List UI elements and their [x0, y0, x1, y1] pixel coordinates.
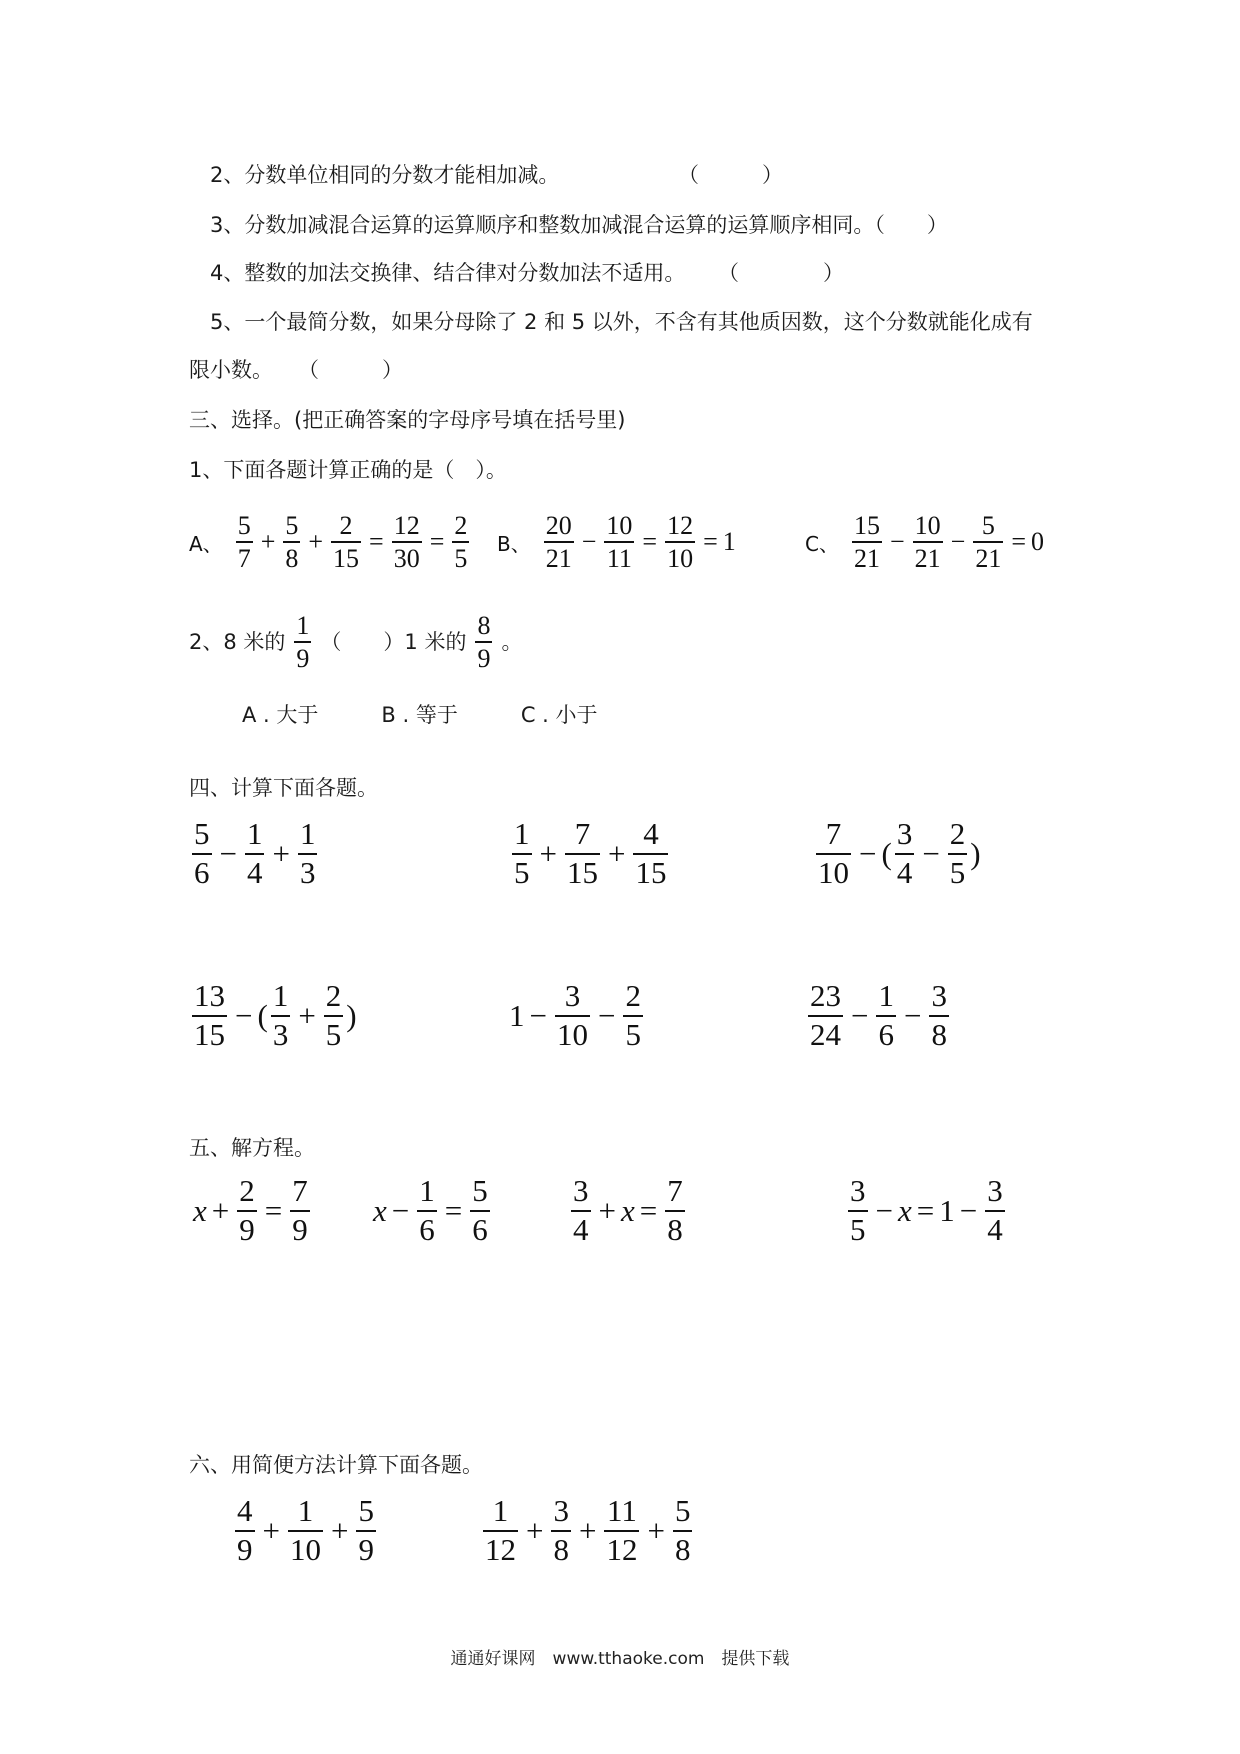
calc-expression-1	[189, 818, 320, 889]
answer-paren-q2[interactable]: （ ）	[678, 163, 783, 187]
numerator: 3	[564, 978, 581, 1013]
variable-x: x	[373, 1192, 387, 1228]
variable-x: x	[193, 1192, 207, 1228]
fraction	[417, 1175, 437, 1246]
operator: −	[235, 998, 253, 1034]
math-text: (	[257, 997, 268, 1033]
fraction	[852, 512, 882, 573]
operator: =	[703, 527, 718, 557]
numerator: 3	[850, 1173, 866, 1208]
operator: −	[581, 527, 597, 557]
numerator: 1	[297, 1493, 314, 1528]
fraction	[808, 980, 843, 1051]
fraction	[665, 1175, 685, 1246]
fraction-bar	[665, 541, 695, 543]
fraction-bar	[294, 641, 311, 643]
answer-paren-q5[interactable]: （ ）	[298, 358, 403, 382]
operator: =	[1011, 527, 1026, 557]
fraction	[816, 818, 851, 889]
calc-expression-3	[813, 818, 981, 889]
choice-q2-options: A . 大于 B . 等于 C . 小于	[242, 703, 598, 727]
fraction	[356, 1495, 376, 1566]
denominator: 5	[325, 1016, 342, 1052]
operator: −	[875, 1193, 893, 1229]
operator: −	[950, 527, 966, 557]
denominator: 8	[285, 544, 299, 574]
numerator: 1	[246, 816, 263, 851]
numerator: 2	[949, 816, 966, 851]
fraction-one-ninth	[291, 612, 314, 673]
fraction	[324, 980, 344, 1051]
option-c-expression	[849, 512, 1044, 573]
choice-q2-suffix: 。	[501, 630, 523, 655]
operator: +	[539, 836, 557, 872]
denominator: 5	[850, 1211, 866, 1247]
fraction	[604, 512, 634, 573]
denominator: 8	[553, 1531, 569, 1567]
calc-expression-2	[509, 818, 671, 889]
variable-x: x	[897, 1192, 912, 1228]
operator: −	[851, 998, 869, 1034]
operator: −	[959, 1193, 978, 1229]
section-simplify-heading: 六、用简便方法计算下面各题。	[189, 1453, 483, 1477]
fraction	[298, 818, 318, 889]
numerator: 1	[878, 978, 894, 1013]
fraction-bar	[913, 541, 943, 543]
operator: −	[889, 527, 905, 557]
fraction	[245, 818, 265, 889]
denominator: 5	[625, 1016, 641, 1052]
fraction-bar	[331, 541, 361, 543]
fraction	[236, 512, 253, 573]
numerator: 1	[492, 1493, 509, 1528]
equation-2	[373, 1175, 493, 1246]
numerator: 5	[237, 511, 251, 540]
fraction	[848, 1175, 868, 1246]
denominator: 9	[292, 1211, 308, 1247]
fraction	[475, 612, 492, 673]
judge-q4: 4、整数的加法交换律、结合律对分数加法不适用。	[210, 261, 686, 285]
option-a-expression	[233, 512, 473, 573]
fraction	[392, 512, 422, 573]
denominator: 3	[299, 854, 316, 890]
judge-q5-line1: 5、一个最简分数，如果分母除了 2 和 5 以外，不含有其他质因数，这个分数就能化成有	[210, 310, 1033, 334]
equation-1	[193, 1175, 313, 1246]
numerator: 13	[194, 978, 225, 1013]
operator: +	[607, 836, 626, 872]
denominator: 10	[289, 1531, 321, 1567]
fraction	[283, 512, 300, 573]
denominator: 3	[272, 1016, 289, 1052]
operator: −	[219, 836, 237, 872]
simplify-expression-1	[232, 1495, 379, 1566]
numerator: 1	[514, 816, 530, 851]
numerator: 7	[667, 1173, 683, 1208]
answer-paren-q4[interactable]: （ ）	[718, 261, 844, 285]
math-text: (	[881, 835, 892, 871]
equation-4	[845, 1175, 1008, 1246]
fraction	[288, 1495, 323, 1566]
denominator: 7	[237, 544, 251, 574]
operator: +	[260, 527, 276, 557]
fraction	[913, 512, 943, 573]
operator: +	[211, 1193, 230, 1229]
numerator: 8	[477, 611, 491, 640]
judge-q2: 2、分数单位相同的分数才能相加减。	[210, 163, 560, 187]
operator: +	[647, 1513, 665, 1549]
math-text: 1	[722, 527, 736, 557]
fraction	[973, 512, 1003, 573]
variable-x: x	[620, 1192, 635, 1228]
operator: +	[262, 1513, 280, 1549]
numerator: 10	[914, 511, 941, 540]
fraction-bar	[604, 541, 634, 543]
operator: =	[429, 527, 445, 557]
denominator: 4	[573, 1211, 589, 1247]
denominator: 6	[878, 1016, 894, 1052]
numerator: 2	[454, 511, 468, 540]
denominator: 9	[477, 644, 491, 674]
operator: =	[916, 1193, 935, 1229]
numerator: 11	[607, 1493, 637, 1528]
choice-q2-middle[interactable]: （ ）1 米的	[320, 630, 467, 655]
operator: −	[391, 1193, 410, 1229]
page-footer: 通通好课网 www.tthaoke.com 提供下载	[450, 1649, 790, 1669]
choice-q1-option-c	[805, 512, 1044, 573]
fraction	[290, 1175, 310, 1246]
operator: =	[369, 527, 384, 557]
numerator: 3	[573, 1173, 589, 1208]
numerator: 5	[285, 511, 299, 540]
numerator: 15	[853, 511, 880, 540]
numerator: 1	[272, 978, 289, 1013]
fraction-eight-ninths	[472, 612, 495, 673]
numerator: 5	[194, 816, 210, 851]
fraction	[331, 512, 361, 573]
denominator: 10	[556, 1016, 588, 1052]
operator: −	[903, 998, 922, 1034]
choice-q2	[189, 612, 522, 673]
denominator: 4	[246, 854, 263, 890]
operator: +	[526, 1513, 544, 1549]
fraction	[294, 612, 311, 673]
operator: +	[598, 1193, 616, 1229]
choice-q1-option-a	[189, 512, 472, 573]
numerator: 23	[810, 978, 841, 1013]
operator: +	[272, 836, 290, 872]
fraction	[555, 980, 590, 1051]
fraction	[192, 818, 212, 889]
fraction	[512, 818, 532, 889]
denominator: 5	[949, 854, 966, 890]
denominator: 8	[931, 1016, 947, 1052]
fraction	[551, 1495, 571, 1566]
operator: −	[529, 998, 547, 1034]
denominator: 11	[606, 544, 632, 574]
numerator: 10	[606, 511, 633, 540]
option-a-label: A、	[189, 531, 223, 556]
fraction	[929, 980, 949, 1051]
fraction-bar	[283, 541, 300, 543]
fraction	[544, 512, 574, 573]
fraction	[665, 512, 695, 573]
numerator: 5	[472, 1173, 488, 1208]
denominator: 24	[810, 1016, 841, 1052]
calc-expression-4	[189, 980, 357, 1051]
denominator: 15	[566, 854, 598, 890]
fraction	[452, 512, 469, 573]
denominator: 8	[667, 1211, 683, 1247]
numerator: 7	[574, 816, 591, 851]
math-text: 0	[1030, 527, 1044, 557]
operator: +	[330, 1513, 349, 1549]
fraction	[565, 818, 600, 889]
judge-q5-line2: 限小数。	[189, 358, 273, 382]
denominator: 10	[667, 544, 694, 574]
denominator: 6	[472, 1211, 488, 1247]
denominator: 9	[239, 1211, 255, 1247]
operator: +	[578, 1513, 597, 1549]
numerator: 7	[292, 1173, 308, 1208]
option-b-expression	[541, 512, 736, 573]
fraction	[271, 980, 291, 1051]
choice-q1-option-b	[497, 512, 736, 573]
operator: −	[859, 836, 877, 872]
choice-q2-prefix: 2、8 米的	[189, 630, 286, 655]
choice-q1: 1、下面各题计算正确的是（ ）。	[189, 458, 507, 482]
operator: +	[298, 998, 316, 1034]
numerator: 5	[981, 511, 995, 540]
fraction-bar	[973, 541, 1003, 543]
denominator: 21	[853, 544, 880, 574]
denominator: 21	[914, 544, 941, 574]
denominator: 5	[514, 854, 530, 890]
numerator: 5	[358, 1493, 374, 1528]
math-text: )	[346, 997, 357, 1033]
denominator: 8	[674, 1531, 691, 1567]
numerator: 7	[825, 816, 842, 851]
denominator: 15	[194, 1016, 225, 1052]
fraction	[673, 1495, 693, 1566]
fraction	[948, 818, 968, 889]
denominator: 6	[194, 854, 210, 890]
fraction	[483, 1495, 518, 1566]
calc-expression-5	[509, 980, 646, 1051]
fraction	[571, 1175, 591, 1246]
section-equation-heading: 五、解方程。	[189, 1136, 315, 1160]
operator: −	[597, 998, 616, 1034]
numerator: 1	[299, 816, 316, 851]
numerator: 2	[625, 978, 641, 1013]
denominator: 30	[393, 544, 420, 574]
simplify-expression-2	[480, 1495, 695, 1566]
numerator: 1	[296, 611, 310, 640]
operator: −	[922, 836, 940, 872]
section-choice-heading: 三、选择。(把正确答案的字母序号填在括号里)	[189, 408, 626, 432]
fraction	[470, 1175, 490, 1246]
fraction	[895, 818, 915, 889]
denominator: 9	[296, 644, 310, 674]
fraction	[192, 980, 227, 1051]
section-calc-heading: 四、计算下面各题。	[189, 776, 378, 800]
denominator: 4	[896, 854, 913, 890]
math-text: )	[970, 835, 981, 871]
numerator: 2	[325, 978, 342, 1013]
denominator: 15	[333, 544, 360, 574]
calc-expression-6	[805, 980, 952, 1051]
fraction	[604, 1495, 639, 1566]
fraction	[985, 1175, 1005, 1246]
numerator: 3	[896, 816, 913, 851]
numerator: 2	[339, 511, 353, 540]
equation-3	[568, 1175, 688, 1246]
fraction	[633, 818, 668, 889]
numerator: 3	[987, 1173, 1003, 1208]
option-c-label: C、	[805, 531, 839, 556]
numerator: 3	[553, 1493, 569, 1528]
numerator: 5	[674, 1493, 691, 1528]
option-b-label: B、	[497, 531, 531, 556]
fraction	[237, 1175, 257, 1246]
fraction-bar	[452, 541, 469, 543]
numerator: 1	[419, 1173, 435, 1208]
fraction-bar	[236, 541, 253, 543]
math-text: 1	[939, 1192, 955, 1228]
operator: =	[264, 1193, 283, 1229]
denominator: 5	[454, 544, 468, 574]
operator: =	[444, 1193, 463, 1229]
denominator: 15	[635, 854, 667, 890]
fraction	[623, 980, 643, 1051]
denominator: 6	[419, 1211, 435, 1247]
numerator: 2	[239, 1173, 255, 1208]
denominator: 10	[818, 854, 849, 890]
numerator: 20	[545, 511, 572, 540]
fraction-bar	[392, 541, 422, 543]
numerator: 4	[643, 816, 659, 851]
numerator: 3	[931, 978, 947, 1013]
denominator: 9	[358, 1531, 374, 1567]
fraction	[235, 1495, 255, 1566]
denominator: 21	[545, 544, 572, 574]
numerator: 12	[393, 511, 420, 540]
fraction	[876, 980, 896, 1051]
denominator: 12	[485, 1531, 516, 1567]
operator: =	[642, 527, 658, 557]
denominator: 21	[975, 544, 1002, 574]
denominator: 4	[987, 1211, 1003, 1247]
denominator: 9	[237, 1531, 253, 1567]
fraction-bar	[852, 541, 882, 543]
fraction-bar	[475, 641, 492, 643]
numerator: 12	[667, 511, 694, 540]
judge-q3: 3、分数加减混合运算的运算顺序和整数加减混合运算的运算顺序相同。（ ）	[210, 213, 948, 237]
math-text: 1	[509, 997, 525, 1033]
operator: =	[639, 1193, 658, 1229]
operator: +	[308, 527, 324, 557]
numerator: 4	[237, 1493, 253, 1528]
fraction-bar	[544, 541, 574, 543]
denominator: 12	[606, 1531, 638, 1567]
